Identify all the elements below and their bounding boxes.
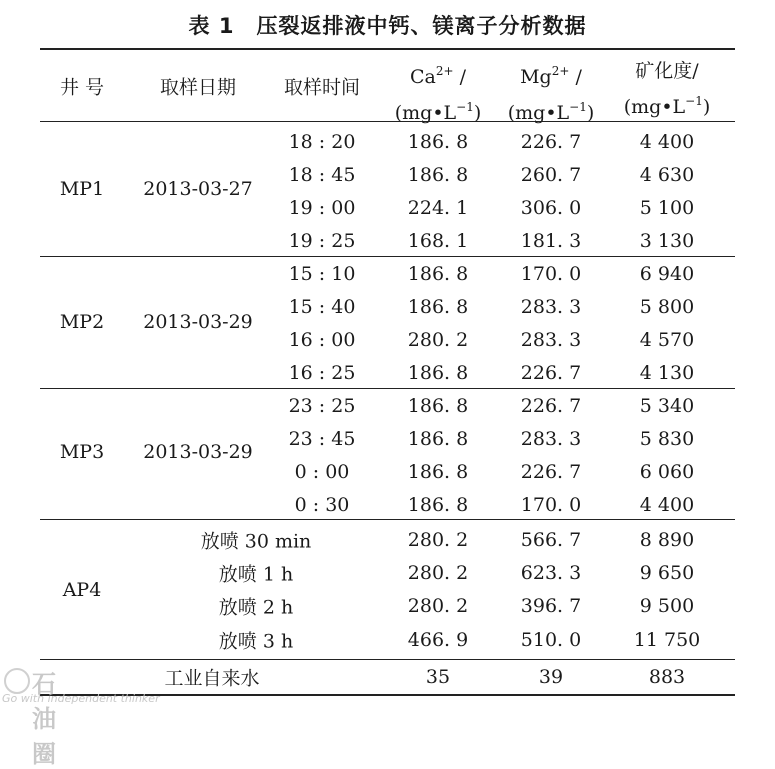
mg-value: 39 [538, 666, 564, 688]
salinity-value: 6 060 [639, 461, 695, 483]
header-ca-charge: 2+ [435, 64, 454, 78]
blowout-time: 放喷 30 min [200, 530, 312, 553]
mg-value: 396. 7 [520, 595, 582, 617]
sample-time: 19 : 00 [288, 197, 356, 219]
mg-value: 306. 0 [520, 197, 582, 219]
ca-value: 186. 8 [407, 296, 469, 318]
sample-time: 15 : 40 [288, 296, 356, 318]
header-salinity-unit-exp: −1 [685, 94, 703, 108]
salinity-value: 9 500 [639, 595, 695, 617]
ca-value: 35 [425, 666, 451, 688]
header-mg-unit-close: ) [586, 102, 595, 124]
salinity-value: 3 130 [639, 230, 695, 252]
group-divider [40, 256, 735, 257]
salinity-value: 9 650 [639, 562, 695, 584]
sample-time: 18 : 45 [288, 164, 356, 186]
ca-value: 224. 1 [407, 197, 469, 219]
salinity-value: 5 340 [639, 395, 695, 417]
sample-time: 23 : 25 [288, 395, 356, 417]
salinity-value: 5 830 [639, 428, 695, 450]
salinity-value: 4 400 [639, 494, 695, 516]
header-mg-charge: 2+ [551, 64, 570, 78]
top-rule [40, 48, 735, 50]
watermark-logo-icon [4, 668, 30, 694]
sample-time: 19 : 25 [288, 230, 356, 252]
mg-value: 226. 7 [520, 461, 582, 483]
ca-value: 280. 2 [407, 562, 469, 584]
sample-time: 0 : 30 [294, 494, 350, 516]
sample-time: 23 : 45 [288, 428, 356, 450]
header-ca-slash: / [453, 66, 467, 88]
ca-value: 280. 2 [407, 529, 469, 551]
mg-value: 260. 7 [520, 164, 582, 186]
header-ca-symbol: Ca [409, 66, 436, 88]
mg-value: 283. 3 [520, 428, 582, 450]
blowout-time: 放喷 1 h [218, 563, 294, 586]
salinity-value: 6 940 [639, 263, 695, 285]
header-ca-unit: (mg•L [394, 102, 457, 124]
watermark-tagline: Go with independent thinker [2, 692, 160, 705]
ca-value: 168. 1 [407, 230, 469, 252]
ca-value: 186. 8 [407, 395, 469, 417]
mg-value: 283. 3 [520, 329, 582, 351]
mg-value: 181. 3 [520, 230, 582, 252]
mg-value: 283. 3 [520, 296, 582, 318]
ca-value: 186. 8 [407, 263, 469, 285]
group-divider [40, 388, 735, 389]
header-salinity [624, 56, 711, 122]
tap-water-label: 工业自来水 [164, 667, 260, 690]
blowout-time: 放喷 3 h [218, 630, 294, 653]
group-divider [40, 519, 735, 520]
ca-value: 186. 8 [407, 494, 469, 516]
well-label: MP1 [59, 178, 105, 200]
ca-value: 186. 8 [407, 461, 469, 483]
well-label: MP3 [59, 441, 105, 463]
salinity-value: 883 [648, 666, 686, 688]
well-label: MP2 [59, 311, 105, 333]
mg-value: 566. 7 [520, 529, 582, 551]
salinity-value: 11 750 [633, 629, 701, 651]
header-salinity-unit: (mg•L [623, 96, 686, 118]
salinity-value: 5 800 [639, 296, 695, 318]
ca-value: 186. 8 [407, 428, 469, 450]
header-mg [508, 56, 595, 128]
header-mg-unit-exp: −1 [569, 100, 587, 114]
header-time: 取样时间 [283, 76, 361, 99]
header-ca-unit-close: ) [473, 102, 482, 124]
ca-value: 280. 2 [407, 595, 469, 617]
salinity-value: 8 890 [639, 529, 695, 551]
table-title: 表 1 压裂返排液中钙、镁离子分析数据 [188, 14, 587, 38]
header-salinity-unit-close: ) [702, 96, 711, 118]
watermark-logo-text: 石油圈 [32, 670, 57, 768]
mg-value: 170. 0 [520, 263, 582, 285]
salinity-value: 4 570 [639, 329, 695, 351]
blowout-time: 放喷 2 h [218, 596, 294, 619]
header-mg-symbol: Mg [520, 66, 552, 88]
sample-time: 16 : 00 [288, 329, 356, 351]
mg-value: 170. 0 [520, 494, 582, 516]
header-ca [395, 56, 482, 128]
header-well: 井 号 [59, 76, 105, 99]
ca-value: 280. 2 [407, 329, 469, 351]
header-salinity-label: 矿化度/ [635, 60, 699, 82]
sample-date: 2013-03-27 [143, 178, 253, 200]
mg-value: 510. 0 [520, 629, 582, 651]
sample-time: 0 : 00 [294, 461, 350, 483]
sample-time: 16 : 25 [288, 362, 356, 384]
ca-value: 186. 8 [407, 362, 469, 384]
salinity-value: 4 400 [639, 131, 695, 153]
ca-value: 186. 8 [407, 164, 469, 186]
mg-value: 226. 7 [520, 395, 582, 417]
sample-time: 15 : 10 [288, 263, 356, 285]
sample-time: 18 : 20 [288, 131, 356, 153]
header-ca-unit-exp: −1 [456, 100, 474, 114]
mg-value: 226. 7 [520, 362, 582, 384]
salinity-value: 4 130 [639, 362, 695, 384]
sample-date: 2013-03-29 [143, 441, 253, 463]
header-mg-slash: / [569, 66, 582, 88]
ca-value: 186. 8 [407, 131, 469, 153]
header-mg-unit: (mg•L [507, 102, 570, 124]
well-label: AP4 [62, 579, 102, 601]
sample-date: 2013-03-29 [143, 311, 253, 333]
salinity-value: 4 630 [639, 164, 695, 186]
mg-value: 623. 3 [520, 562, 582, 584]
ca-value: 466. 9 [407, 629, 469, 651]
group-divider [40, 659, 735, 660]
header-date: 取样日期 [159, 76, 237, 99]
salinity-value: 5 100 [639, 197, 695, 219]
mg-value: 226. 7 [520, 131, 582, 153]
